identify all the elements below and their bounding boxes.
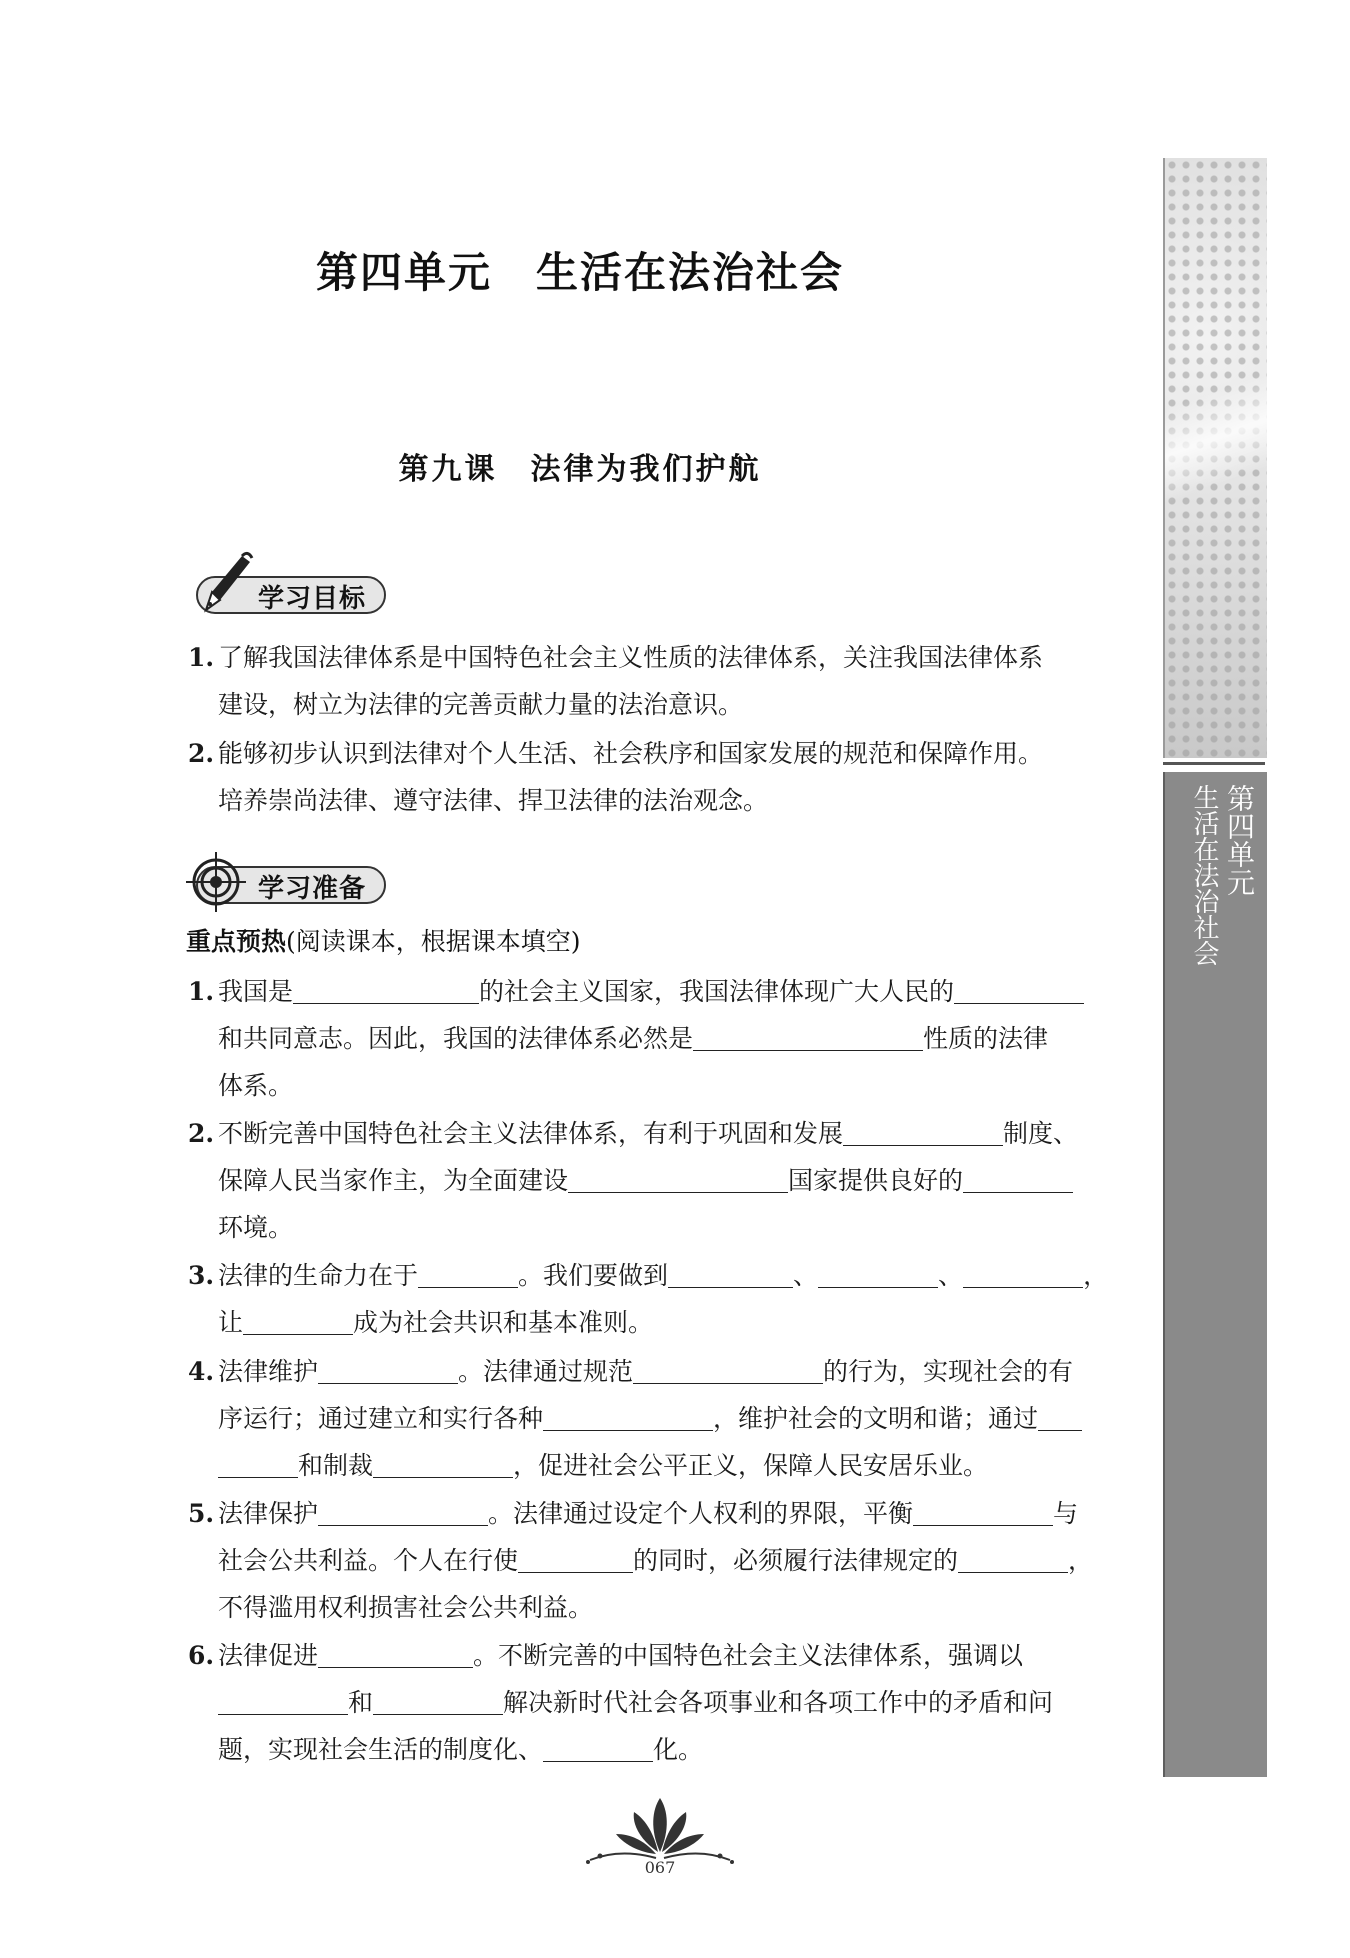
fill-blank[interactable] bbox=[418, 1259, 518, 1288]
question-text: ，维护社会的文明和谐；通过 bbox=[713, 1404, 1039, 1433]
side-tab-unit: 第四单元 bbox=[1223, 784, 1256, 896]
fill-blank[interactable] bbox=[543, 1733, 653, 1762]
fill-blank[interactable] bbox=[318, 1639, 473, 1668]
question-6 bbox=[188, 1632, 1143, 1773]
fill-blank[interactable] bbox=[373, 1449, 513, 1478]
question-4 bbox=[188, 1348, 1143, 1489]
fill-blank[interactable] bbox=[693, 1022, 923, 1051]
question-text: 和共同意志。因此，我国的法律体系必然是 bbox=[218, 1024, 694, 1053]
question-text: 我国是 bbox=[218, 977, 294, 1006]
question-text: 解决新时代社会各项事业和各项工作中的矛盾和问 bbox=[503, 1688, 1054, 1717]
question-5 bbox=[188, 1490, 1143, 1631]
side-decoration bbox=[1163, 158, 1267, 758]
fill-blank[interactable] bbox=[318, 1497, 488, 1526]
fill-blank[interactable] bbox=[1038, 1402, 1082, 1431]
fill-blank[interactable] bbox=[963, 1164, 1073, 1193]
question-text: 的同时，必须履行法律规定的 bbox=[633, 1546, 959, 1575]
side-divider bbox=[1163, 762, 1265, 765]
question-text: 国家提供良好的 bbox=[788, 1166, 964, 1195]
fill-blank[interactable] bbox=[318, 1355, 458, 1384]
question-2 bbox=[188, 1110, 1143, 1251]
question-text: 法律保护 bbox=[218, 1499, 319, 1528]
fill-blank[interactable] bbox=[293, 975, 479, 1004]
question-text: 保障人民当家作主，为全面建设 bbox=[218, 1166, 569, 1195]
fill-blank[interactable] bbox=[568, 1164, 788, 1193]
fill-blank[interactable] bbox=[543, 1402, 713, 1431]
question-number: 1. bbox=[188, 977, 215, 1006]
fill-blank[interactable] bbox=[518, 1544, 633, 1573]
light-streak bbox=[1165, 338, 1267, 538]
objective-number: 2. bbox=[188, 739, 215, 768]
question-text: 制度、 bbox=[1003, 1119, 1079, 1148]
question-text: 题，实现社会生活的制度化、 bbox=[218, 1735, 544, 1764]
question-text: 的社会主义国家，我国法律体现广大人民的 bbox=[479, 977, 955, 1006]
objectives-badge bbox=[186, 572, 386, 612]
objectives-label: 学习目标 bbox=[258, 584, 367, 614]
objective-number: 1. bbox=[188, 643, 215, 672]
question-text: 的行为，实现社会的有 bbox=[823, 1357, 1074, 1386]
question-number: 5. bbox=[188, 1499, 215, 1528]
question-text: 不得滥用权利损害社会公共利益。 bbox=[218, 1593, 594, 1622]
preview-note: (阅读课本，根据课本填空) bbox=[286, 927, 581, 956]
unit-side-tab[interactable] bbox=[1163, 772, 1267, 1777]
objective-text: 培养崇尚法律、遵守法律、捍卫法律的法治观念。 bbox=[218, 786, 769, 815]
question-text: 和 bbox=[348, 1688, 374, 1717]
question-text: 不断完善中国特色社会主义法律体系，有利于巩固和发展 bbox=[218, 1119, 844, 1148]
question-number: 3. bbox=[188, 1261, 215, 1290]
question-number: 2. bbox=[188, 1119, 215, 1148]
question-text: 法律促进 bbox=[218, 1641, 319, 1670]
question-text: 。不断完善的中国特色社会主义法律体系，强调以 bbox=[473, 1641, 1024, 1670]
question-text: 化。 bbox=[653, 1735, 704, 1764]
question-text: 、 bbox=[938, 1261, 964, 1290]
question-text: 让 bbox=[218, 1308, 244, 1337]
fill-blank[interactable] bbox=[668, 1259, 793, 1288]
question-text: 成为社会共识和基本准则。 bbox=[353, 1308, 654, 1337]
fill-blank[interactable] bbox=[373, 1686, 503, 1715]
question-number: 4. bbox=[188, 1357, 215, 1386]
target-icon bbox=[186, 848, 256, 918]
preparation-label: 学习准备 bbox=[258, 874, 367, 904]
question-text: 法律的生命力在于 bbox=[218, 1261, 419, 1290]
question-text: ， bbox=[1083, 1261, 1109, 1290]
objective-text: 了解我国法律体系是中国特色社会主义性质的法律体系，关注我国法律体系 bbox=[218, 643, 1044, 672]
question-text: ， bbox=[1068, 1546, 1094, 1575]
question-1 bbox=[188, 968, 1143, 1109]
preview-title: 重点预热 bbox=[186, 927, 287, 956]
unit-title: 第四单元 生活在法治社会 bbox=[315, 248, 844, 297]
fill-blank[interactable] bbox=[633, 1355, 823, 1384]
question-text: 与 bbox=[1053, 1499, 1079, 1528]
fill-blank[interactable] bbox=[913, 1497, 1053, 1526]
side-tab-unit-name: 生活在法治社会 bbox=[1189, 784, 1219, 966]
fill-blank[interactable] bbox=[963, 1259, 1083, 1288]
pen-icon bbox=[186, 548, 256, 618]
question-text: 。法律通过规范 bbox=[458, 1357, 634, 1386]
question-3 bbox=[188, 1252, 1143, 1346]
fill-blank[interactable] bbox=[818, 1259, 938, 1288]
preview-heading bbox=[186, 922, 581, 958]
preparation-badge bbox=[186, 862, 386, 902]
question-text: 环境。 bbox=[218, 1213, 294, 1242]
question-text: 。我们要做到 bbox=[518, 1261, 669, 1290]
fill-blank[interactable] bbox=[958, 1544, 1068, 1573]
question-text: 体系。 bbox=[218, 1071, 294, 1100]
page-number: 067 bbox=[644, 1858, 676, 1877]
question-text: 和制裁 bbox=[298, 1451, 374, 1480]
question-text: 性质的法律 bbox=[923, 1024, 1049, 1053]
question-text: 法律维护 bbox=[218, 1357, 319, 1386]
objective-2 bbox=[188, 730, 1143, 824]
question-text: ，促进社会公平正义，保障人民安居乐业。 bbox=[513, 1451, 989, 1480]
question-text: 、 bbox=[793, 1261, 819, 1290]
fill-blank[interactable] bbox=[218, 1449, 298, 1478]
question-text: 社会公共利益。个人在行使 bbox=[218, 1546, 519, 1575]
lesson-title: 第九课 法律为我们护航 bbox=[398, 452, 762, 487]
objective-text: 能够初步认识到法律对个人生活、社会秩序和国家发展的规范和保障作用。 bbox=[218, 739, 1044, 768]
fill-blank[interactable] bbox=[243, 1306, 353, 1335]
objective-text: 建设，树立为法律的完善贡献力量的法治意识。 bbox=[218, 690, 744, 719]
fill-blank[interactable] bbox=[954, 975, 1084, 1004]
question-text: 。法律通过设定个人权利的界限，平衡 bbox=[488, 1499, 914, 1528]
objective-1 bbox=[188, 634, 1143, 728]
question-text: 序运行；通过建立和实行各种 bbox=[218, 1404, 544, 1433]
fill-blank[interactable] bbox=[218, 1686, 348, 1715]
fill-blank[interactable] bbox=[843, 1117, 1003, 1146]
question-number: 6. bbox=[188, 1641, 215, 1670]
